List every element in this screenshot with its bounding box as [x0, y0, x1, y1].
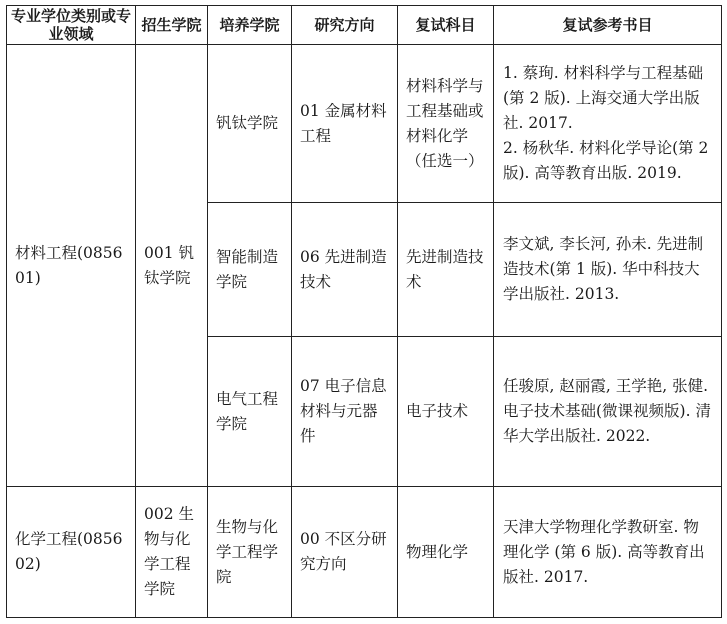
training-cell: 生物与化学工程学院 — [208, 487, 292, 618]
book-entry: 2. 杨秋华. 材料化学导论(第 2 版). 高等教育出版. 2019. — [503, 139, 709, 182]
field-cell: 化学工程(085602) — [7, 487, 136, 618]
header-row — [7, 6, 722, 45]
direction-cell: 00 不区分研究方向 — [292, 487, 398, 618]
book-entry: 李文斌, 李长河, 孙未. 先进制造技术(第 1 版). 华中科技大学出版社. 2013. — [503, 235, 704, 303]
book-entry: 任骏原, 赵丽霞, 王学艳, 张健. 电子技术基础(微课视频版). 清华大学出版社. 2022. — [503, 377, 711, 445]
subject-cell: 物理化学 — [398, 487, 494, 618]
books-cell — [494, 45, 722, 203]
header-training: 培养学院 — [208, 6, 292, 45]
books-cell — [494, 203, 722, 337]
header-school: 招生学院 — [136, 6, 208, 45]
training-cell: 智能制造学院 — [208, 203, 292, 337]
direction-cell: 06 先进制造技术 — [292, 203, 398, 337]
field-cell: 材料工程(085601) — [7, 45, 136, 487]
training-cell: 电气工程学院 — [208, 337, 292, 487]
direction-cell: 01 金属材料工程 — [292, 45, 398, 203]
header-subject: 复试科目 — [398, 6, 494, 45]
subject-cell: 先进制造技术 — [398, 203, 494, 337]
book-entry: 1. 蔡珣. 材料科学与工程基础(第 2 版). 上海交通大学出版社. 2017. — [503, 64, 704, 132]
admission-table — [6, 5, 722, 618]
school-cell: 001 钒钛学院 — [136, 45, 208, 487]
book-entry: 天津大学物理化学教研室. 物理化学 (第 6 版). 高等教育出版社. 2017. — [503, 517, 705, 586]
direction-cell: 07 电子信息材料与元器件 — [292, 337, 398, 487]
header-field: 专业学位类别或专业领域 — [7, 6, 136, 45]
header-books: 复试参考书目 — [494, 6, 722, 45]
table-row — [7, 45, 722, 203]
table-row — [7, 487, 722, 618]
school-cell: 002 生物与化学工程学院 — [136, 487, 208, 618]
subject-cell: 电子技术 — [398, 337, 494, 487]
subject-cell: 材料科学与工程基础或材料化学（任选一） — [398, 45, 494, 203]
books-cell — [494, 337, 722, 487]
books-cell — [494, 487, 722, 618]
header-direction: 研究方向 — [292, 6, 398, 45]
training-cell: 钒钛学院 — [208, 45, 292, 203]
